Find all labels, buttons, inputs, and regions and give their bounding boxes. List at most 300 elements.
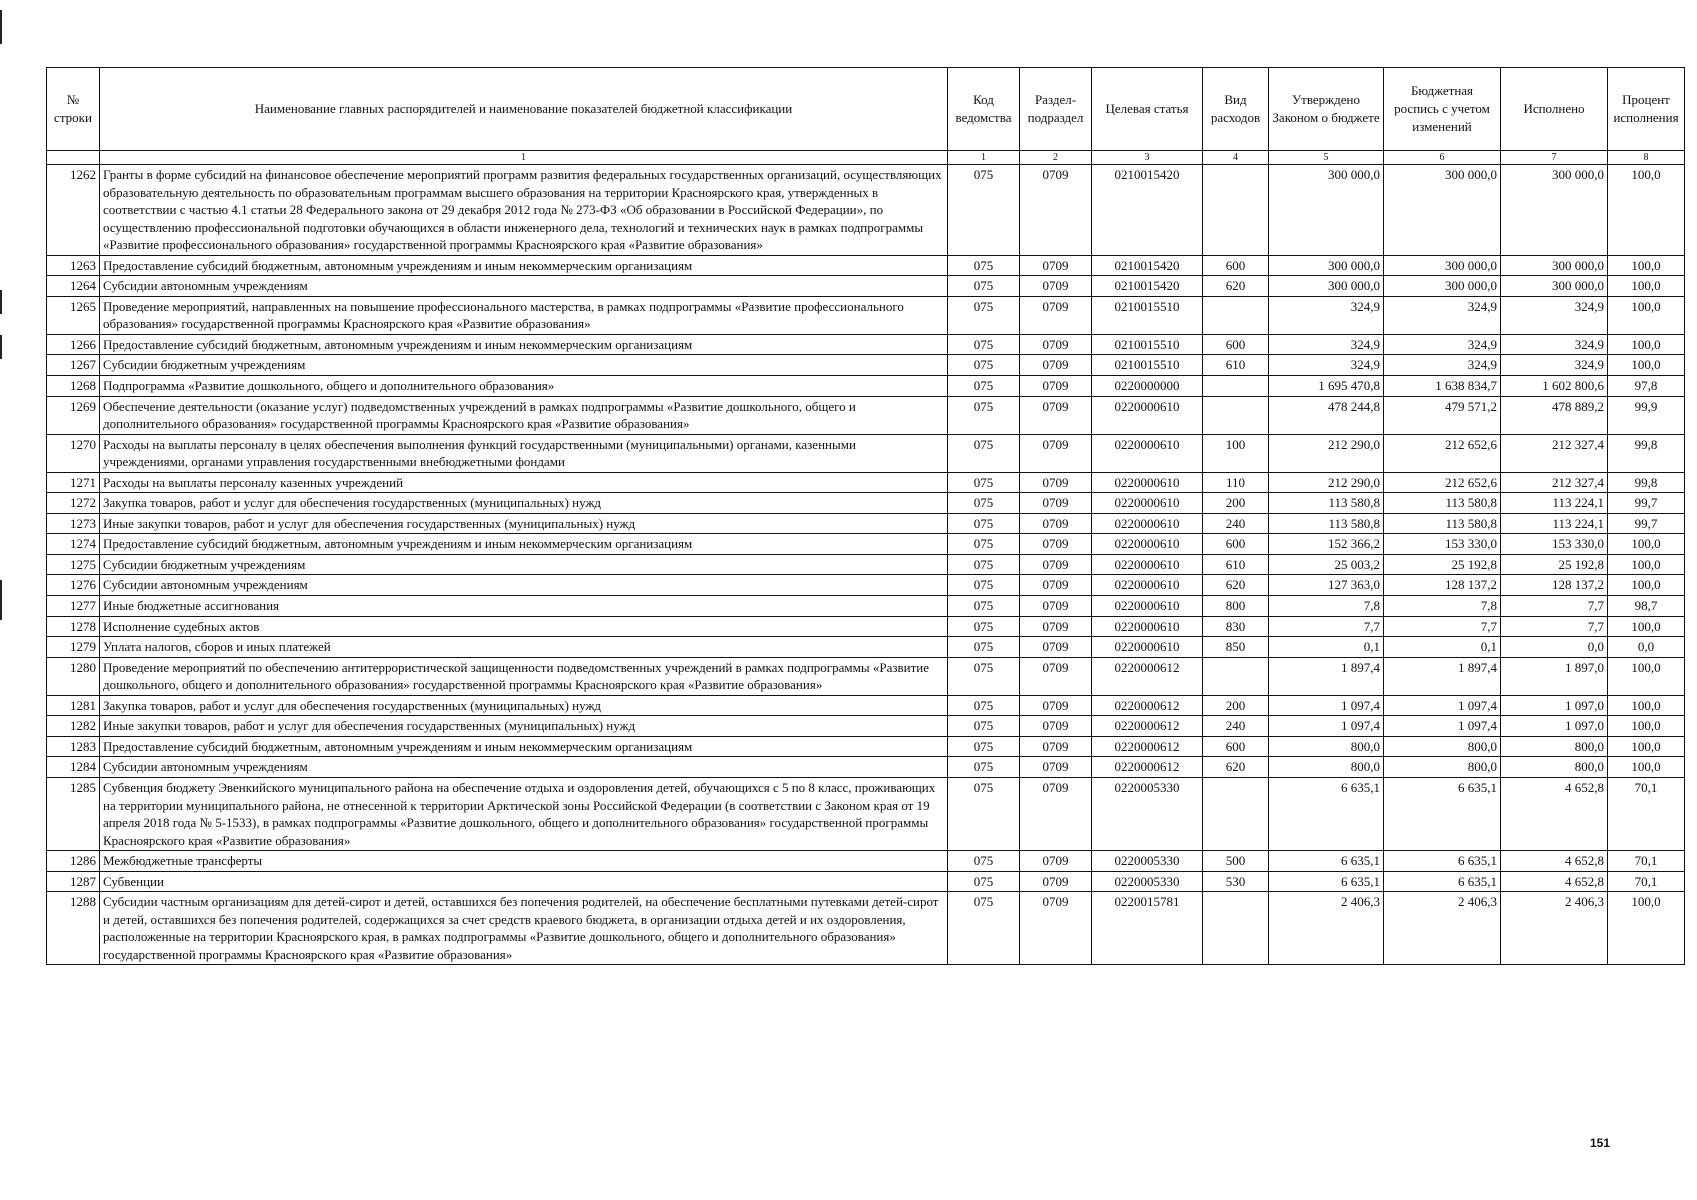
row-isp: 324,9 — [1501, 334, 1608, 355]
row-razdel: 0709 — [1020, 472, 1092, 493]
col-number: 4 — [1203, 151, 1269, 165]
table-row — [47, 255, 1685, 276]
row-isp: 212 327,4 — [1501, 472, 1608, 493]
row-vid: 620 — [1203, 757, 1269, 778]
row-proc: 100,0 — [1608, 716, 1685, 737]
column-number-row — [47, 151, 1685, 165]
table-row — [47, 871, 1685, 892]
row-number: 1263 — [47, 255, 100, 276]
table-row — [47, 596, 1685, 617]
row-name: Межбюджетные трансферты — [100, 851, 948, 872]
row-rosp: 7,7 — [1384, 616, 1501, 637]
col-number: 5 — [1269, 151, 1384, 165]
row-utv: 324,9 — [1269, 296, 1384, 334]
table-row — [47, 355, 1685, 376]
row-number: 1288 — [47, 892, 100, 965]
row-name: Исполнение судебных актов — [100, 616, 948, 637]
row-celevaya: 0220000610 — [1092, 396, 1203, 434]
row-vid — [1203, 296, 1269, 334]
row-vid: 100 — [1203, 434, 1269, 472]
col-number: 6 — [1384, 151, 1501, 165]
header-proc: Процент исполнения — [1608, 68, 1685, 151]
col-number: 3 — [1092, 151, 1203, 165]
row-vid — [1203, 892, 1269, 965]
row-proc: 100,0 — [1608, 355, 1685, 376]
row-celevaya: 0220000610 — [1092, 575, 1203, 596]
row-number: 1282 — [47, 716, 100, 737]
row-celevaya: 0220005330 — [1092, 871, 1203, 892]
row-kod: 075 — [948, 716, 1020, 737]
row-vid: 200 — [1203, 695, 1269, 716]
row-isp: 2 406,3 — [1501, 892, 1608, 965]
row-number: 1278 — [47, 616, 100, 637]
row-razdel: 0709 — [1020, 616, 1092, 637]
row-proc: 100,0 — [1608, 616, 1685, 637]
row-kod: 075 — [948, 777, 1020, 850]
row-name: Субсидии автономным учреждениям — [100, 575, 948, 596]
row-number: 1277 — [47, 596, 100, 617]
table-row — [47, 334, 1685, 355]
row-vid: 240 — [1203, 716, 1269, 737]
row-celevaya: 0210015420 — [1092, 165, 1203, 256]
row-kod: 075 — [948, 472, 1020, 493]
row-proc: 99,7 — [1608, 513, 1685, 534]
table-row — [47, 757, 1685, 778]
row-number: 1272 — [47, 493, 100, 514]
row-number: 1273 — [47, 513, 100, 534]
row-name: Иные закупки товаров, работ и услуг для обеспечения государственных (муниципальных) нужд — [100, 513, 948, 534]
row-razdel: 0709 — [1020, 554, 1092, 575]
row-name: Предоставление субсидий бюджетным, автономным учреждениям и иным некоммерческим организациям — [100, 736, 948, 757]
row-rosp: 128 137,2 — [1384, 575, 1501, 596]
row-utv: 113 580,8 — [1269, 493, 1384, 514]
row-razdel: 0709 — [1020, 637, 1092, 658]
row-proc: 100,0 — [1608, 255, 1685, 276]
row-razdel: 0709 — [1020, 736, 1092, 757]
row-proc: 99,8 — [1608, 434, 1685, 472]
row-razdel: 0709 — [1020, 716, 1092, 737]
row-celevaya: 0220000610 — [1092, 596, 1203, 617]
row-kod: 075 — [948, 396, 1020, 434]
row-rosp: 212 652,6 — [1384, 472, 1501, 493]
row-vid: 240 — [1203, 513, 1269, 534]
row-number: 1271 — [47, 472, 100, 493]
row-name: Закупка товаров, работ и услуг для обеспечения государственных (муниципальных) нужд — [100, 695, 948, 716]
row-isp: 0,0 — [1501, 637, 1608, 658]
row-kod: 075 — [948, 657, 1020, 695]
row-proc: 99,7 — [1608, 493, 1685, 514]
row-name: Иные бюджетные ассигнования — [100, 596, 948, 617]
row-proc: 100,0 — [1608, 695, 1685, 716]
row-rosp: 2 406,3 — [1384, 892, 1501, 965]
row-razdel: 0709 — [1020, 355, 1092, 376]
row-vid: 850 — [1203, 637, 1269, 658]
row-vid: 600 — [1203, 255, 1269, 276]
row-utv: 127 363,0 — [1269, 575, 1384, 596]
row-utv: 212 290,0 — [1269, 472, 1384, 493]
row-kod: 075 — [948, 513, 1020, 534]
row-vid — [1203, 777, 1269, 850]
row-utv: 2 406,3 — [1269, 892, 1384, 965]
row-name: Субсидии автономным учреждениям — [100, 276, 948, 297]
row-vid: 500 — [1203, 851, 1269, 872]
row-razdel: 0709 — [1020, 851, 1092, 872]
table-row — [47, 637, 1685, 658]
table-row — [47, 695, 1685, 716]
col-number: 7 — [1501, 151, 1608, 165]
row-proc: 100,0 — [1608, 657, 1685, 695]
row-rosp: 1 097,4 — [1384, 716, 1501, 737]
row-proc: 100,0 — [1608, 554, 1685, 575]
row-number: 1287 — [47, 871, 100, 892]
row-rosp: 25 192,8 — [1384, 554, 1501, 575]
row-number: 1275 — [47, 554, 100, 575]
row-celevaya: 0220000610 — [1092, 616, 1203, 637]
row-isp: 800,0 — [1501, 757, 1608, 778]
row-vid: 600 — [1203, 334, 1269, 355]
row-rosp: 324,9 — [1384, 334, 1501, 355]
row-kod: 075 — [948, 554, 1020, 575]
row-name: Субсидии бюджетным учреждениям — [100, 355, 948, 376]
row-name: Субсидии автономным учреждениям — [100, 757, 948, 778]
row-utv: 6 635,1 — [1269, 871, 1384, 892]
table-row — [47, 396, 1685, 434]
row-number: 1285 — [47, 777, 100, 850]
row-rosp: 1 897,4 — [1384, 657, 1501, 695]
row-isp: 7,7 — [1501, 596, 1608, 617]
row-vid: 620 — [1203, 575, 1269, 596]
row-razdel: 0709 — [1020, 513, 1092, 534]
row-name: Субсидии бюджетным учреждениям — [100, 554, 948, 575]
row-razdel: 0709 — [1020, 695, 1092, 716]
table-row — [47, 616, 1685, 637]
row-kod: 075 — [948, 695, 1020, 716]
row-kod: 075 — [948, 892, 1020, 965]
row-rosp: 800,0 — [1384, 736, 1501, 757]
row-kod: 075 — [948, 296, 1020, 334]
row-name: Закупка товаров, работ и услуг для обеспечения государственных (муниципальных) нужд — [100, 493, 948, 514]
row-isp: 153 330,0 — [1501, 534, 1608, 555]
row-utv: 6 635,1 — [1269, 851, 1384, 872]
row-isp: 300 000,0 — [1501, 276, 1608, 297]
row-number: 1265 — [47, 296, 100, 334]
row-number: 1270 — [47, 434, 100, 472]
row-utv: 300 000,0 — [1269, 255, 1384, 276]
row-name: Субсидии частным организациям для детей-сирот и детей, оставшихся без попечения родителей, на обеспечение бесплатными путевками детей-сирот и детей, оставшихся без попечения родителей, содержащихся за счет средств краевого бюджета, в организации отдыха детей и их оздоровления, расположенные на территории Красноярского края, в рамках подпрограммы «Развитие дошкольного, общего и дополнительного образования» государственной программы Красноярского края «Развитие образования» — [100, 892, 948, 965]
row-isp: 1 602 800,6 — [1501, 376, 1608, 397]
row-razdel: 0709 — [1020, 396, 1092, 434]
row-celevaya: 0220000612 — [1092, 736, 1203, 757]
row-razdel: 0709 — [1020, 276, 1092, 297]
row-rosp: 300 000,0 — [1384, 276, 1501, 297]
row-vid — [1203, 376, 1269, 397]
row-name: Предоставление субсидий бюджетным, автономным учреждениям и иным некоммерческим организациям — [100, 334, 948, 355]
header-isp: Исполнено — [1501, 68, 1608, 151]
row-isp: 113 224,1 — [1501, 513, 1608, 534]
header-utv: Утверждено Законом о бюджете — [1269, 68, 1384, 151]
row-vid: 800 — [1203, 596, 1269, 617]
row-proc: 100,0 — [1608, 276, 1685, 297]
row-vid — [1203, 396, 1269, 434]
row-isp: 1 097,0 — [1501, 716, 1608, 737]
row-number: 1276 — [47, 575, 100, 596]
row-proc: 70,1 — [1608, 851, 1685, 872]
row-kod: 075 — [948, 334, 1020, 355]
row-kod: 075 — [948, 736, 1020, 757]
row-celevaya: 0220000610 — [1092, 554, 1203, 575]
row-isp: 300 000,0 — [1501, 255, 1608, 276]
page-number: 151 — [1590, 1136, 1611, 1150]
table-row — [47, 376, 1685, 397]
col-number — [47, 151, 100, 165]
row-number: 1264 — [47, 276, 100, 297]
row-razdel: 0709 — [1020, 575, 1092, 596]
table-row — [47, 513, 1685, 534]
row-celevaya: 0220000610 — [1092, 534, 1203, 555]
row-proc: 98,7 — [1608, 596, 1685, 617]
row-kod: 075 — [948, 575, 1020, 596]
row-celevaya: 0210015510 — [1092, 334, 1203, 355]
header-kod: Код ведомства — [948, 68, 1020, 151]
table-row — [47, 851, 1685, 872]
row-utv: 25 003,2 — [1269, 554, 1384, 575]
row-proc: 100,0 — [1608, 736, 1685, 757]
row-proc: 100,0 — [1608, 575, 1685, 596]
row-celevaya: 0220000610 — [1092, 493, 1203, 514]
row-isp: 1 897,0 — [1501, 657, 1608, 695]
row-celevaya: 0220000612 — [1092, 657, 1203, 695]
row-name: Проведение мероприятий, направленных на повышение профессионального мастерства, в рамках подпрограммы «Развитие профессионального образования» государственной программы Красноярского края «Развитие образования» — [100, 296, 948, 334]
row-utv: 1 097,4 — [1269, 716, 1384, 737]
row-rosp: 153 330,0 — [1384, 534, 1501, 555]
row-proc: 100,0 — [1608, 892, 1685, 965]
row-rosp: 300 000,0 — [1384, 165, 1501, 256]
row-proc: 100,0 — [1608, 534, 1685, 555]
header-razdel: Раздел-подраздел — [1020, 68, 1092, 151]
row-razdel: 0709 — [1020, 892, 1092, 965]
row-rosp: 324,9 — [1384, 355, 1501, 376]
row-number: 1267 — [47, 355, 100, 376]
row-utv: 300 000,0 — [1269, 165, 1384, 256]
row-isp: 324,9 — [1501, 296, 1608, 334]
row-utv: 1 897,4 — [1269, 657, 1384, 695]
row-kod: 075 — [948, 616, 1020, 637]
row-kod: 075 — [948, 376, 1020, 397]
row-isp: 7,7 — [1501, 616, 1608, 637]
row-utv: 1 097,4 — [1269, 695, 1384, 716]
row-isp: 4 652,8 — [1501, 851, 1608, 872]
row-name: Субвенция бюджету Эвенкийского муниципального района на обеспечение отдыха и оздоровления детей, обучающихся с 5 по 8 класс, проживающих на территории муниципального района, не отнесенной к территории Арктической зоны Российской Федерации (в соответствии с Законом края от 19 апреля 2018 года № 5-1533), в рамках подпрограммы «Развитие дошкольного, общего и дополнительного образования» государственной программы Красноярского края «Развитие образования» — [100, 777, 948, 850]
row-vid: 610 — [1203, 355, 1269, 376]
row-vid: 830 — [1203, 616, 1269, 637]
row-isp: 212 327,4 — [1501, 434, 1608, 472]
row-utv: 152 366,2 — [1269, 534, 1384, 555]
row-razdel: 0709 — [1020, 534, 1092, 555]
row-number: 1286 — [47, 851, 100, 872]
row-isp: 478 889,2 — [1501, 396, 1608, 434]
row-proc: 70,1 — [1608, 871, 1685, 892]
row-rosp: 113 580,8 — [1384, 493, 1501, 514]
row-vid: 620 — [1203, 276, 1269, 297]
table-body — [47, 165, 1685, 965]
header-name: Наименование главных распорядителей и наименование показателей бюджетной классификации — [100, 68, 948, 151]
row-number: 1281 — [47, 695, 100, 716]
row-utv: 324,9 — [1269, 334, 1384, 355]
row-rosp: 1 097,4 — [1384, 695, 1501, 716]
row-rosp: 479 571,2 — [1384, 396, 1501, 434]
row-utv: 7,7 — [1269, 616, 1384, 637]
row-name: Расходы на выплаты персоналу в целях обеспечения выполнения функций государственными (муниципальными) органами, казенными учреждениями, органами управления государственными внебюджетными фондами — [100, 434, 948, 472]
row-isp: 300 000,0 — [1501, 165, 1608, 256]
row-celevaya: 0220000610 — [1092, 513, 1203, 534]
row-kod: 075 — [948, 757, 1020, 778]
row-number: 1284 — [47, 757, 100, 778]
row-celevaya: 0220000612 — [1092, 695, 1203, 716]
row-celevaya: 0210015420 — [1092, 276, 1203, 297]
row-utv: 800,0 — [1269, 757, 1384, 778]
row-name: Обеспечение деятельности (оказание услуг) подведомственных учреждений в рамках подпрограммы «Развитие дошкольного, общего и дополнительного образования» государственной программы Красноярского края «Развитие образования» — [100, 396, 948, 434]
table-row — [47, 434, 1685, 472]
row-isp: 800,0 — [1501, 736, 1608, 757]
table-row — [47, 657, 1685, 695]
col-number: 8 — [1608, 151, 1685, 165]
row-utv: 6 635,1 — [1269, 777, 1384, 850]
row-vid: 530 — [1203, 871, 1269, 892]
row-name: Проведение мероприятий по обеспечению антитеррористической защищенности подведомственных учреждений в рамках подпрограммы «Развитие дошкольного, общего и дополнительного образования» государственной программы Красноярского края «Развитие образования» — [100, 657, 948, 695]
row-isp: 4 652,8 — [1501, 871, 1608, 892]
row-celevaya: 0220005330 — [1092, 777, 1203, 850]
table-row — [47, 777, 1685, 850]
row-name: Иные закупки товаров, работ и услуг для обеспечения государственных (муниципальных) нужд — [100, 716, 948, 737]
row-kod: 075 — [948, 276, 1020, 297]
row-isp: 128 137,2 — [1501, 575, 1608, 596]
row-utv: 7,8 — [1269, 596, 1384, 617]
header-row-no: № строки — [47, 68, 100, 151]
row-name: Субвенции — [100, 871, 948, 892]
row-vid: 200 — [1203, 493, 1269, 514]
row-vid — [1203, 657, 1269, 695]
row-kod: 075 — [948, 851, 1020, 872]
row-proc: 97,8 — [1608, 376, 1685, 397]
row-razdel: 0709 — [1020, 493, 1092, 514]
row-razdel: 0709 — [1020, 255, 1092, 276]
row-utv: 800,0 — [1269, 736, 1384, 757]
scan-edge-marks — [0, 0, 4, 1200]
row-rosp: 6 635,1 — [1384, 777, 1501, 850]
row-celevaya: 0220000612 — [1092, 757, 1203, 778]
row-razdel: 0709 — [1020, 871, 1092, 892]
row-utv: 0,1 — [1269, 637, 1384, 658]
row-rosp: 324,9 — [1384, 296, 1501, 334]
table-row — [47, 575, 1685, 596]
table-row — [47, 296, 1685, 334]
col-number: 1 — [948, 151, 1020, 165]
row-rosp: 6 635,1 — [1384, 851, 1501, 872]
row-proc: 70,1 — [1608, 777, 1685, 850]
row-proc: 99,8 — [1608, 472, 1685, 493]
row-rosp: 1 638 834,7 — [1384, 376, 1501, 397]
row-kod: 075 — [948, 534, 1020, 555]
row-rosp: 7,8 — [1384, 596, 1501, 617]
row-utv: 300 000,0 — [1269, 276, 1384, 297]
col-number: 1 — [100, 151, 948, 165]
col-number: 2 — [1020, 151, 1092, 165]
row-celevaya: 0210015420 — [1092, 255, 1203, 276]
row-razdel: 0709 — [1020, 296, 1092, 334]
row-proc: 0,0 — [1608, 637, 1685, 658]
table-header — [47, 68, 1685, 165]
row-celevaya: 0210015510 — [1092, 296, 1203, 334]
row-kod: 075 — [948, 165, 1020, 256]
row-proc: 100,0 — [1608, 334, 1685, 355]
row-proc: 99,9 — [1608, 396, 1685, 434]
row-name: Расходы на выплаты персоналу казенных учреждений — [100, 472, 948, 493]
row-rosp: 113 580,8 — [1384, 513, 1501, 534]
table-row — [47, 716, 1685, 737]
row-isp: 25 192,8 — [1501, 554, 1608, 575]
row-number: 1280 — [47, 657, 100, 695]
row-proc: 100,0 — [1608, 757, 1685, 778]
row-utv: 324,9 — [1269, 355, 1384, 376]
row-razdel: 0709 — [1020, 376, 1092, 397]
row-razdel: 0709 — [1020, 757, 1092, 778]
row-number: 1269 — [47, 396, 100, 434]
table-row — [47, 736, 1685, 757]
budget-table — [46, 67, 1685, 965]
row-razdel: 0709 — [1020, 165, 1092, 256]
row-kod: 075 — [948, 355, 1020, 376]
row-name: Предоставление субсидий бюджетным, автономным учреждениям и иным некоммерческим организациям — [100, 255, 948, 276]
row-celevaya: 0220015781 — [1092, 892, 1203, 965]
row-kod: 075 — [948, 493, 1020, 514]
row-razdel: 0709 — [1020, 596, 1092, 617]
table-row — [47, 534, 1685, 555]
table-row — [47, 276, 1685, 297]
row-isp: 113 224,1 — [1501, 493, 1608, 514]
row-rosp: 800,0 — [1384, 757, 1501, 778]
row-name: Гранты в форме субсидий на финансовое обеспечение мероприятий программ развития федеральных государственных организаций, осуществляющих образовательную деятельность по образовательным программам высшего образования на территории Красноярского края, утвержденных в соответствии с частью 4.1 статьи 28 Федерального закона от 29 декабря 2012 года № 273-ФЗ «Об образовании в Российской Федерации», по осуществлению профессиональной подготовки обучающихся в области инженерного дела, технологий и технических наук в рамках подпрограммы «Развитие профессионального образования» государственной программы Красноярского края «Развитие образования» — [100, 165, 948, 256]
row-name: Подпрограмма «Развитие дошкольного, общего и дополнительного образования» — [100, 376, 948, 397]
row-rosp: 6 635,1 — [1384, 871, 1501, 892]
row-celevaya: 0220000610 — [1092, 637, 1203, 658]
row-number: 1266 — [47, 334, 100, 355]
table-row — [47, 472, 1685, 493]
row-number: 1283 — [47, 736, 100, 757]
row-proc: 100,0 — [1608, 296, 1685, 334]
row-utv: 212 290,0 — [1269, 434, 1384, 472]
row-celevaya: 0220000000 — [1092, 376, 1203, 397]
row-rosp: 300 000,0 — [1384, 255, 1501, 276]
row-razdel: 0709 — [1020, 777, 1092, 850]
table-row — [47, 892, 1685, 965]
row-number: 1274 — [47, 534, 100, 555]
row-celevaya: 0210015510 — [1092, 355, 1203, 376]
row-utv: 1 695 470,8 — [1269, 376, 1384, 397]
row-number: 1268 — [47, 376, 100, 397]
row-isp: 1 097,0 — [1501, 695, 1608, 716]
row-number: 1262 — [47, 165, 100, 256]
row-name: Предоставление субсидий бюджетным, автономным учреждениям и иным некоммерческим организациям — [100, 534, 948, 555]
header-vid: Вид расходов — [1203, 68, 1269, 151]
row-kod: 075 — [948, 434, 1020, 472]
row-rosp: 212 652,6 — [1384, 434, 1501, 472]
row-number: 1279 — [47, 637, 100, 658]
row-razdel: 0709 — [1020, 434, 1092, 472]
table-row — [47, 165, 1685, 256]
row-isp: 4 652,8 — [1501, 777, 1608, 850]
table-row — [47, 493, 1685, 514]
row-razdel: 0709 — [1020, 657, 1092, 695]
